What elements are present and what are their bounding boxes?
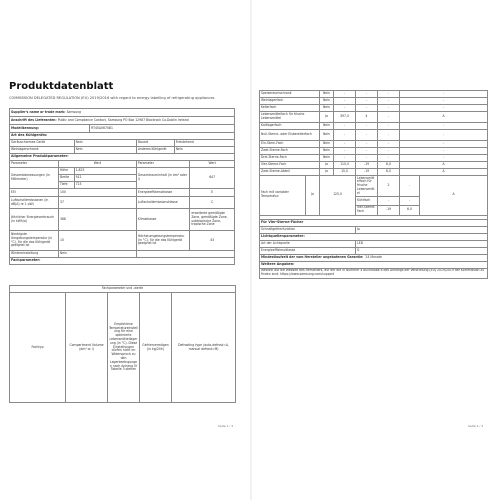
klimaklasse-label: Klimaklasse <box>136 209 189 231</box>
hoehe-label: Höhe <box>58 168 74 175</box>
compartment-volume: - <box>334 123 356 130</box>
compartment-yes-no: Nein <box>320 91 334 98</box>
section-lichtquelle: Lichtquellenparameter: <box>260 233 488 240</box>
compartment-yes-no: Nein <box>320 155 334 162</box>
regulation-text: COMMISSION DELEGATED REGULATION (EU) 2019/2016 with regard to energy labelling of refrigerating appliances <box>9 96 215 100</box>
anderes-value: Nein <box>174 147 234 154</box>
fach-subheader: Fachparameter und -werte <box>10 286 236 293</box>
table-row <box>260 148 488 155</box>
table-row <box>260 268 488 278</box>
compartment-volume: - <box>334 148 356 155</box>
table-row <box>260 98 488 105</box>
eei-label: EEI <box>10 189 59 197</box>
table-row <box>260 112 488 123</box>
compartment-capacity: - <box>378 148 400 155</box>
compartment-label: Null-Sterne- oder Eisbereiterfach <box>260 130 320 141</box>
section-row <box>260 233 488 240</box>
winter-value: Nein <box>58 251 136 258</box>
compartment-temperature: -19 <box>356 162 378 169</box>
compartment-capacity: - <box>378 141 400 148</box>
energieverbrauch-value: 368 <box>58 209 136 231</box>
garantie-row <box>260 254 488 261</box>
table-row <box>260 91 488 98</box>
table-row <box>260 123 488 130</box>
compartment-temperature: - <box>356 155 378 162</box>
compartment-capacity: 6,0 <box>378 162 400 169</box>
compartment-temperature: - <box>356 105 378 112</box>
section-row <box>260 219 488 226</box>
effizienzklasse-label: Energieeffizienzklasse <box>136 189 189 197</box>
compartment-table <box>9 285 236 403</box>
min-temp-label: Niedrigste Umgebungstemperatur (in °C), für die das Kühlgerät geeignet ist <box>10 231 59 251</box>
compartment-defrost: - <box>400 155 488 162</box>
compartment-volume: - <box>334 155 356 162</box>
wert-header: Wert <box>58 161 136 168</box>
datasheet-page-2 <box>252 0 500 500</box>
compartment-label: Kellerfach <box>260 105 320 112</box>
geraeusch-label: Geräuscharmes Gerät <box>10 140 75 147</box>
table-row <box>260 247 488 254</box>
variable-sub-temperature: -19 <box>378 205 400 215</box>
compartment-temperature: - <box>356 148 378 155</box>
compartment-capacity: - <box>378 105 400 112</box>
compartment-capacity: - <box>378 155 400 162</box>
energieverbrauch-label: Jährlicher Energieverbrauch (in kWh/a) <box>10 209 59 231</box>
eei-value: 100 <box>58 189 136 197</box>
page-footer: Seite 2 / 2 <box>468 424 484 428</box>
table-row <box>260 130 488 141</box>
param-header: Parameter <box>10 161 59 168</box>
section-row <box>260 261 488 268</box>
compartment-temperature: - <box>356 123 378 130</box>
variable-yes-no: Ja <box>306 176 320 216</box>
compartment-volume: 15,0 <box>334 169 356 176</box>
compartment-defrost: - <box>400 91 488 98</box>
compartment-yes-no: Ja <box>320 169 334 176</box>
compartment-volume: - <box>334 130 356 141</box>
wert-header-2: Wert <box>190 161 235 168</box>
table-row <box>260 162 488 169</box>
product-data-table <box>9 108 235 265</box>
table-row <box>260 240 488 247</box>
compartment-capacity: 6,0 <box>378 169 400 176</box>
compartment-label: Zwei-Sterne-Fach <box>260 148 320 155</box>
breite-value: 912 <box>74 175 136 182</box>
variable-sub-capacity: 6,0 <box>400 205 420 215</box>
compartment-label: Kaltlagerfach <box>260 123 320 130</box>
compartment-defrost: A <box>400 162 488 169</box>
bauart-value: Freistehend <box>174 140 234 147</box>
compartment-label: Speiseraumschrank <box>260 91 320 98</box>
geraeusch-value: Nein <box>74 140 136 147</box>
table-row <box>260 176 488 197</box>
param-header-2: Parameter <box>136 161 189 168</box>
compartment-label: Drei-Sterne-Fach <box>260 155 320 162</box>
page-title: Produktdatenblatt <box>9 81 114 92</box>
section-weitere: Weitere Angaben: <box>260 261 488 268</box>
compartment-defrost: - <box>400 123 488 130</box>
table-row <box>260 226 488 233</box>
table-row <box>260 105 488 112</box>
compartment-temperature: - <box>356 141 378 148</box>
compartment-capacity: - <box>378 98 400 105</box>
section-fach: Fachparameter: <box>10 258 235 265</box>
compartment-volume: 110,0 <box>334 162 356 169</box>
compartment-capacity: - <box>378 130 400 141</box>
temperature-header: Empfohlene Temperatureinstellung für eine optimierte Lebensmittellagerung (in °C). Diese Einstellungen dürfen nicht im Widerspruch zu den Lagerbedingungen nach Anhang IV Tabelle 3 stehen <box>108 293 140 403</box>
variable-compartment-label: Fach mit variabler Temperatur <box>260 176 306 216</box>
tiefe-label: Tiefe <box>58 182 74 189</box>
page-footer: Seite 1 / 2 <box>218 424 234 428</box>
wein-value: Nein <box>74 147 136 154</box>
compartment-temperature: - <box>356 130 378 141</box>
compartment-label: Zwei-Sterne-Abteil <box>260 169 320 176</box>
variable-sub-temperature: - <box>378 196 400 205</box>
max-temp-label: Höchstumgebungstemperatur (in °C), für die das Kühlgerät geeignet ist <box>136 231 189 251</box>
empty-cell <box>136 251 234 258</box>
compartment-yes-no: Nein <box>320 130 334 141</box>
section-art: Art des Kühlgeräts: <box>10 133 235 140</box>
klimaklasse-value: erweiterte gemäßigte Zone, gemäßigte Zone, subtropische Zone, tropische Zone <box>190 209 235 231</box>
compartment-temperature: - <box>356 98 378 105</box>
lichtquelle-klasse-value: G <box>356 247 488 254</box>
compartment-capacity: - <box>378 91 400 98</box>
compartment-yes-no: Nein <box>320 148 334 155</box>
schnellgefrier-label: Schnellgefrierfunktion <box>260 226 356 233</box>
variable-sub-label: Lebensmittelfach für frische Lebensmittel <box>356 176 378 197</box>
wein-label: Weinlagerschrank <box>10 147 75 154</box>
compartment-defrost: - <box>400 98 488 105</box>
compartment-yes-no: Ja <box>320 112 334 123</box>
table-row <box>260 141 488 148</box>
variable-sub-capacity: - <box>400 196 420 205</box>
table-row <box>260 254 488 261</box>
bauart-label: Bauart <box>136 140 174 147</box>
compartment-label: Weinlagerfach <box>260 98 320 105</box>
volumen-value: 647 <box>190 168 235 189</box>
hoehe-value: 1.825 <box>74 168 136 175</box>
lichtquelle-art-label: Art der Lichtquelle <box>260 240 356 247</box>
variable-sub-capacity: - <box>400 176 420 197</box>
compartment-defrost: A <box>400 169 488 176</box>
defrost-header: Defrosting type (auto-defrost=A, manual defrost=M) <box>172 293 236 403</box>
luftschallklasse-value: C <box>190 197 235 209</box>
freezing-capacity-header: Gefriervermögen (in kg/24h) <box>140 293 172 403</box>
variable-sub-temperature: 2 <box>378 176 400 197</box>
min-temp-value: 10 <box>58 231 136 251</box>
luftschallklasse-label: Luftschallemissionsklasse <box>136 197 189 209</box>
lichtquelle-klasse-label: Energieeffizienzklasse <box>260 247 356 254</box>
fachtyp-header: Fachtyp <box>10 293 66 403</box>
compartment-capacity: - <box>378 112 400 123</box>
abmessungen-label: Gesamtabmessungen (in Millimeter) <box>10 168 59 189</box>
compartment-temperature: 4 <box>356 112 378 123</box>
compartment-yes-no: Nein <box>320 105 334 112</box>
compartment-volume: - <box>334 98 356 105</box>
breite-label: Breite <box>58 175 74 182</box>
compartment-yes-no: Nein <box>320 98 334 105</box>
supplier-row: Supplier's name or trade mark: Samsung <box>10 109 235 117</box>
effizienzklasse-value: E <box>190 189 235 197</box>
compartment-temperature: - <box>356 91 378 98</box>
compartment-label: Vier-Sterne-Fach <box>260 162 320 169</box>
compartment-defrost: A <box>400 112 488 123</box>
compartment-defrost: - <box>400 130 488 141</box>
compartment-capacity: - <box>378 123 400 130</box>
compartment-yes-no: Nein <box>320 123 334 130</box>
winter-label: Wintereinstellung <box>10 251 59 258</box>
lichtquelle-art-value: LED <box>356 240 488 247</box>
luftschall-value: 37 <box>58 197 136 209</box>
garantie-label: Mindestlaufzeit der vom Hersteller angebotenen Garantie: <box>261 254 364 259</box>
section-allgemein: Allgemeine Produktparameter: <box>10 154 235 161</box>
volumen-label: Gesamtrauminhalt (in dm³ oder l) <box>136 168 189 189</box>
tiefe-value: 723 <box>74 182 136 189</box>
compartment-yes-no: Nein <box>320 141 334 148</box>
compartment-volume: - <box>334 91 356 98</box>
variable-volume: 125,0 <box>320 176 356 216</box>
compartment-defrost: - <box>400 141 488 148</box>
compartment-volume: - <box>334 141 356 148</box>
variable-sub-label: Kühlfach <box>356 196 378 205</box>
table-row <box>260 155 488 162</box>
address-row: Anschrift des Lieferanten: Public and Compliance Contact, Samsung PO Box 12987 Blackrock Co.Dublin Ireland <box>10 117 235 125</box>
volume-header: Compartment Volume (dm³ or l) <box>66 293 108 403</box>
compartment-defrost: - <box>400 148 488 155</box>
schnellgefrier-value: Ja <box>356 226 488 233</box>
compartment-label: Lebensmittelfach für frische Lebensmittel <box>260 112 320 123</box>
compartment-volume: - <box>334 105 356 112</box>
garantie-value: 24 Monate <box>365 254 382 259</box>
compartment-volume: 397,0 <box>334 112 356 123</box>
variable-sub-label: Vier-Sterne-Fach <box>356 205 378 215</box>
table-row <box>260 169 488 176</box>
compartment-label: Ein-Stern-Fach <box>260 141 320 148</box>
model-label: Modellkennung: <box>10 125 90 133</box>
weblink-text: Weblink auf die Website des Herstellers, auf der die in Nummer 4 Buchstabe a des Anhangs der Verordnung (EU) 2019/2019 der Kommission zu finden sind: https://www.samsung.com/support <box>260 268 488 278</box>
max-temp-value: 43 <box>190 231 235 251</box>
variable-defrost: A <box>420 176 488 216</box>
model-value: RT45A0670B1 <box>90 125 235 133</box>
anderes-label: Anderes Kühlgerät <box>136 147 174 154</box>
compartment-yes-no: Ja <box>320 162 334 169</box>
compartment-values-table <box>259 90 488 279</box>
compartment-temperature: -19 <box>356 169 378 176</box>
luftschall-label: Luftschallemissionen (in dB(A) re 1 pW) <box>10 197 59 209</box>
section-vier-sterne: Für Vier-Sterne-Fächer <box>260 219 488 226</box>
compartment-defrost: - <box>400 105 488 112</box>
